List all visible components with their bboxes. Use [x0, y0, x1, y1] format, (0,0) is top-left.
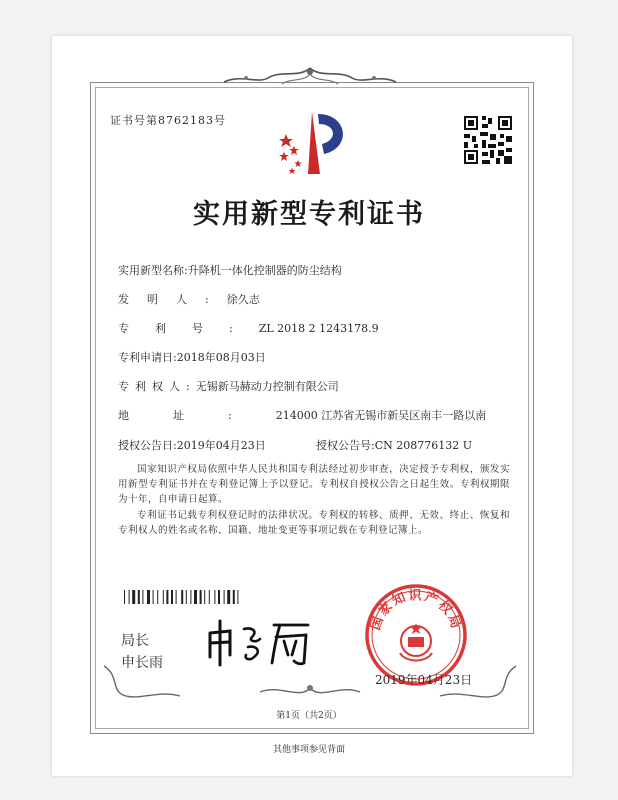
- utility-model-name-label: 实用新型名称:: [118, 264, 188, 277]
- certificate-title: 实用新型专利证书: [193, 199, 425, 230]
- grant-number-row: [316, 437, 472, 453]
- seal-date: 2019年04月23日: [375, 673, 473, 687]
- director-title-label: 局长: [121, 633, 149, 649]
- address-label: 地址:: [118, 409, 276, 422]
- grant-number-value: CN 208776132 U: [374, 439, 473, 452]
- patent-emblem-icon: [272, 108, 356, 178]
- body-paragraph-1: 国家知识产权局依照中华人民共和国专利法经过初步审查，决定授予专利权，颁发实用新型专利证书并在专利登记簿上予以登记。专利权自授权公告之日起生效。专利权期限为十年，自申请日起算。: [118, 464, 510, 505]
- patentee-row: [118, 378, 339, 394]
- grant-date-value: 2019年04月23日: [176, 439, 266, 452]
- top-ornament-icon: [210, 64, 410, 92]
- barcode-icon: [124, 590, 264, 604]
- inventor-row: [118, 291, 260, 307]
- inventor-label: 发明人:: [118, 293, 227, 306]
- patentee-value: 无锡新马赫动力控制有限公司: [195, 380, 339, 393]
- body-paragraph-2: 专利证书记载专利权登记时的法律状况。专利权的转移、质押、无效、终止、恢复和专利权人的姓名或名称、国籍、地址变更等事项记载在专利登记簿上。: [118, 510, 510, 536]
- address-row: [118, 407, 486, 423]
- filing-date-row: [118, 349, 266, 365]
- utility-model-name-value: 升降机一体化控制器的防尘结构: [187, 264, 342, 277]
- page-number: 第1页（共2页）: [276, 711, 342, 721]
- director-name-label: 申长雨: [121, 655, 163, 671]
- patent-number-label: 专利号:: [118, 322, 259, 335]
- utility-model-name-row: [118, 262, 342, 278]
- svg-text:国家知识产权局: 国家知识产权局: [368, 588, 464, 633]
- filing-date-label: 专利申请日:: [118, 351, 177, 364]
- grant-date-row: [118, 437, 266, 453]
- qr-code-icon: [462, 114, 514, 166]
- patent-number-row: [118, 320, 379, 336]
- patent-number-value: ZL 2018 2 1243178.9: [258, 322, 379, 335]
- grant-number-label: 授权公告号:: [316, 439, 375, 452]
- certificate-number: 证书号第8762183号: [110, 114, 226, 127]
- address-value: 214000 江苏省无锡市新吴区南丰一路以南: [275, 409, 487, 422]
- filing-date-value: 2018年08月03日: [176, 351, 266, 364]
- inventor-value: 徐久志: [226, 293, 260, 306]
- footer-note: 其他事项参见背面: [272, 745, 345, 755]
- patentee-label: 专利权人:: [118, 380, 196, 393]
- handwritten-signature: [204, 617, 314, 669]
- grant-date-label: 授权公告日:: [118, 439, 177, 452]
